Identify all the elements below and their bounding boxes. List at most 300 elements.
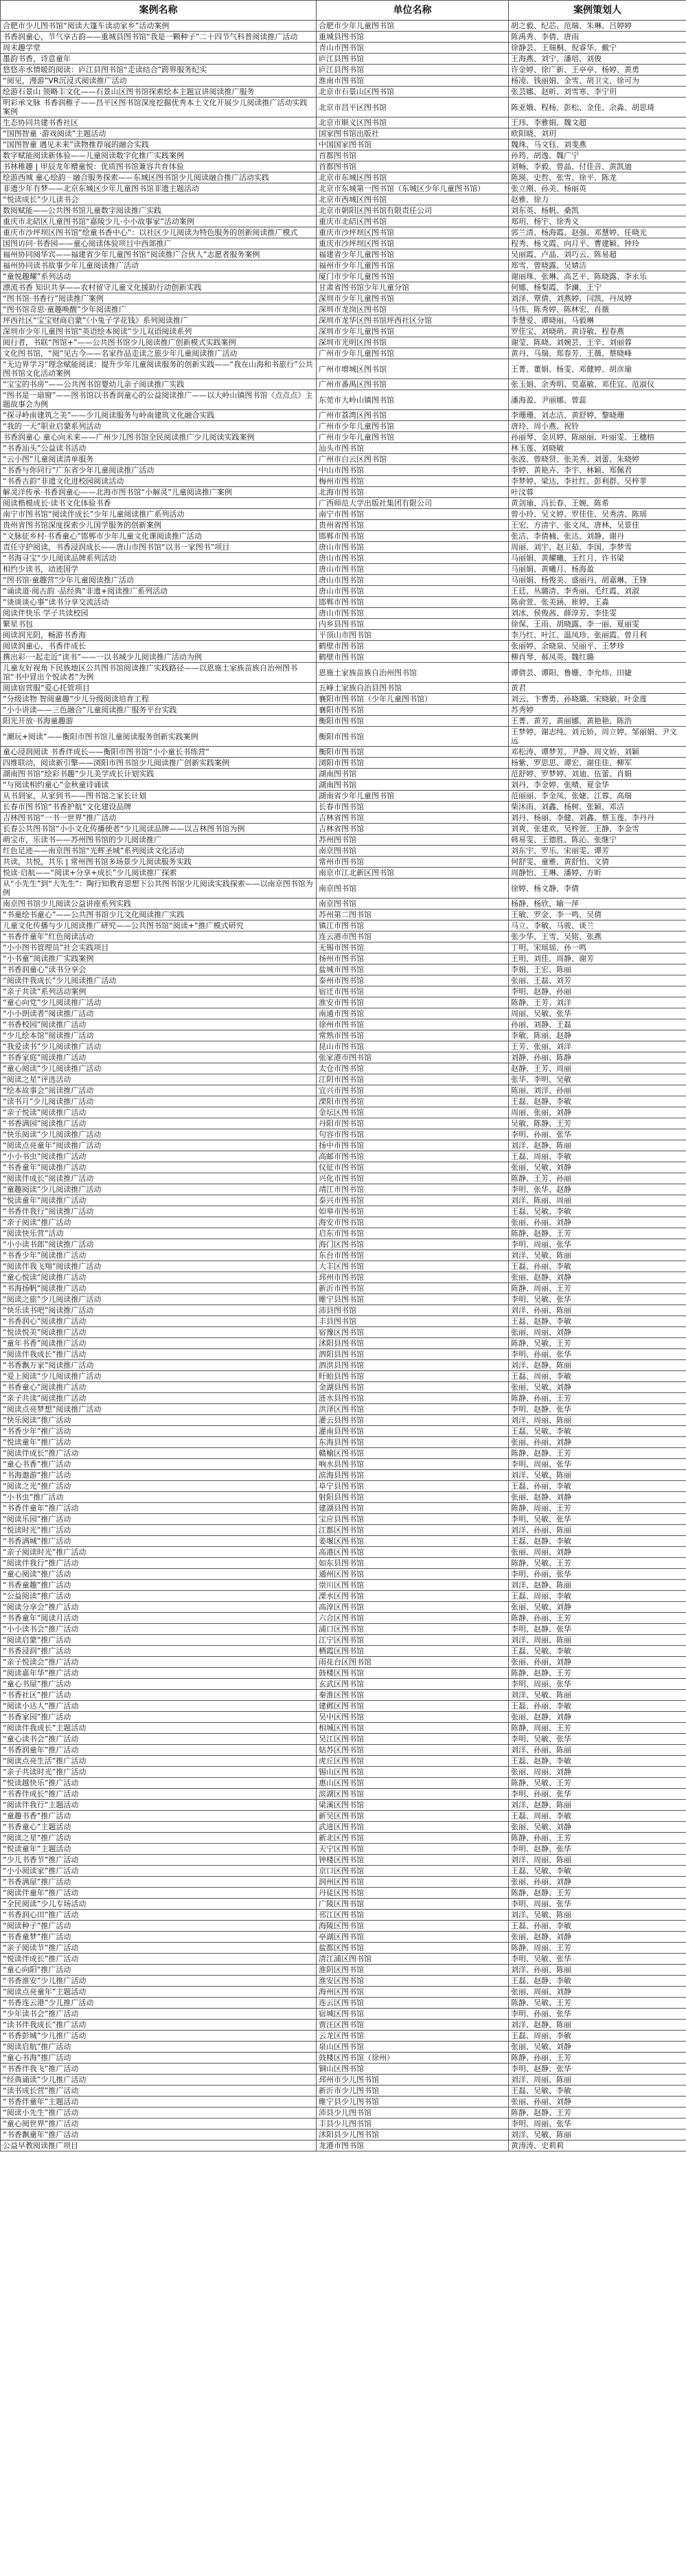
table-row [1,1162,686,1173]
planner-cell: 张丽、周丽、刘静 [509,1547,686,1558]
table-row [1,216,686,227]
planner-cell: 刘东英、杨帆、桑凯 [509,205,686,216]
table-row [1,694,686,705]
planner-cell: 王磊、吴敏、李敏 [509,1206,686,1217]
unit-name-cell: 广州市增城区图书馆 [317,359,509,379]
unit-name-cell: 深圳市光明区图书馆 [317,337,509,348]
table-row [1,465,686,476]
case-name-cell: “书香家园”推广活动 [1,1712,317,1723]
planner-cell: 刘东宇、罗乐、宋丽雯、谭芳 [509,846,686,857]
planner-cell: 张丽、周丽、刘静 [509,1767,686,1778]
unit-name-cell: 北京市朝阳区图书馆有限责任公司 [317,205,509,216]
case-name-cell: “爱上阅读”少儿阅读推广活动 [1,1371,317,1382]
planner-cell: 马立、李敏、马骏、谈兰 [509,920,686,931]
case-name-cell: “快乐阅读”少儿阅读推广活动 [1,1129,317,1140]
table-row [1,2140,686,2151]
table-row [1,1624,686,1635]
planner-cell: 张丽、王磊、刘芳 [509,975,686,986]
unit-name-cell: 鼓楼区图书馆 [317,1668,509,1679]
table-row [1,337,686,348]
planner-cell: 杨紫、罗思思、谭宏、谢佳佳、柳军 [509,758,686,769]
unit-name-cell: 北京市顺义区图书馆 [317,117,509,128]
planner-cell: 李婷、黄艳卉、李宇、林颖、郑佩君 [509,465,686,476]
case-name-cell: “书香童心”阅读推广活动 [1,1382,317,1393]
table-row [1,1470,686,1481]
table-row [1,1415,686,1426]
table-row [1,780,686,791]
case-name-cell: “书香浸润”推广活动 [1,1646,317,1657]
planner-cell: 张波、曾晓贤、张美秀、刘蕾、朱晓婷 [509,454,686,465]
case-name-cell: 明彩承文脉 书香润稚子——昌平区图书馆深度挖掘优秀本土文化开展少儿阅读推广活动实践案例 [1,98,317,117]
case-name-cell: “书香汕头”公益读书活动 [1,443,317,454]
planner-cell: 李明、赵静、张华 [509,1844,686,1855]
planner-cell: 马丽娟、黄曦月、杨海盈 [509,564,686,575]
planner-cell: 李明、孙丽、张华 [509,1129,686,1140]
planner-cell: 陈静、王芳、孙丽 [509,1173,686,1184]
unit-name-cell: 宜兴市图书馆 [317,1085,509,1096]
table-row [1,1338,686,1349]
planner-cell: 张丽、孙丽、刘静 [509,1437,686,1448]
unit-name-cell: 唐山市图书馆 [317,553,509,564]
unit-name-cell: 丹阳市图书馆 [317,1118,509,1129]
planner-cell: 陈静、吴敏、王芳 [509,1558,686,1569]
unit-name-cell: 龙港市图书馆 [317,2140,509,2151]
case-name-cell: “悦读童年”阅读推广活动 [1,1195,317,1206]
table-row [1,1591,686,1602]
unit-name-cell: 仪征市图书馆 [317,1162,509,1173]
case-name-cell: “阅读伴我行”主题活动 [1,1800,317,1811]
case-name-cell: “书香社区”推广活动 [1,1690,317,1701]
planner-cell: 张丽、赵静、刘静 [509,1712,686,1723]
planner-cell: 刘洋、周丽、陈丽 [509,2075,686,2086]
case-name-cell: 萌宝市，乐读书——苏州图书馆的少儿阅读推广 [1,835,317,846]
unit-name-cell: 大丰区图书馆 [317,1261,509,1272]
planner-cell: 王菁、董娟、杨雯、邓健婷、胡彦瑜 [509,359,686,379]
table-row [1,421,686,432]
unit-name-cell: 重城县图书馆 [317,32,509,43]
case-name-cell: 长春市图书馆“书香护航”文化建设品牌 [1,802,317,813]
table-row [1,1239,686,1250]
unit-name-cell: 丹徒区图书馆 [317,1888,509,1899]
planner-cell: 林玉莲、刘晓敏 [509,443,686,454]
table-row [1,1569,686,1580]
table-row [1,1690,686,1701]
unit-name-cell: 洪泽区图书馆 [317,1404,509,1415]
case-name-cell: 悦读·启航——“阅读+分享+成长”少儿阅读推广探索 [1,868,317,879]
case-name-cell: “亲子共读时光”推广活动 [1,1767,317,1778]
planner-cell: 王廷、丛璐清、李秀丽、毛红霞、刘淑 [509,586,686,597]
unit-name-cell: 贵州省图书馆 [317,520,509,531]
table-row [1,1283,686,1294]
planner-cell: 徐静芸、王瑞桐、倪睿华、戴宁 [509,43,686,54]
table-row [1,986,686,997]
table-row [1,1954,686,1965]
case-name-cell: “书香童趣”推广活动 [1,1580,317,1591]
unit-name-cell: 庐江县图书馆 [317,54,509,65]
case-name-cell: “快乐阅读”推广活动 [1,1415,317,1426]
planner-cell: 李明、吴敏、张华 [509,1514,686,1525]
planner-cell: 张丽、吴敏、刘静 [509,1382,686,1393]
planner-cell: 刘洋、周丽、陈丽 [509,1415,686,1426]
unit-name-cell: 汕头市图书馆 [317,443,509,454]
case-name-cell: 阅行者，书联“图馆+”——公共图书馆少儿阅读推广创新模式实践案例 [1,337,317,348]
table-row [1,857,686,868]
unit-name-cell: 邳州市图书馆 [317,1272,509,1283]
unit-name-cell: 丰县图书馆 [317,1316,509,1327]
table-row [1,1382,686,1393]
unit-name-cell: 湖南图书馆 [317,780,509,791]
table-row [1,2009,686,2020]
case-name-cell: “图书馆·童趣营”少年儿童阅读推广活动 [1,575,317,586]
case-name-cell: “书香伴童年”红色阅读活动 [1,931,317,942]
planner-cell: 赵雅、徐力 [509,194,686,205]
table-row [1,1811,686,1822]
planner-cell: 胡之毅、纪芯、范瑞、朱琳、吕婷婷 [509,21,686,32]
case-name-cell: “童心书香”推广活动 [1,1459,317,1470]
case-name-cell: 福州协同阅华宾——福建省少年儿童图书馆“阅读推广合伙人”志愿者服务案例 [1,249,317,260]
unit-name-cell: 栖霞区图书馆 [317,1646,509,1657]
case-name-cell: “书香满城”推广活动 [1,1536,317,1547]
unit-name-cell: 北京市西城区图书馆 [317,194,509,205]
case-name-cell: “阅读小达人”推广活动 [1,1701,317,1712]
case-name-cell: “书香家庭”阅读推广活动 [1,1052,317,1063]
table-row [1,1580,686,1591]
case-name-cell: “绘本故事会”阅读推广活动 [1,1085,317,1096]
table-row [1,899,686,909]
unit-name-cell: 海门区图书馆 [317,1239,509,1250]
table-row [1,1063,686,1074]
planner-cell: 陈静、周丽、王芳 [509,1943,686,1954]
planner-cell: 刘丹、李金婷、张晴、夏金华 [509,780,686,791]
planner-cell: 周丽、张丽、刘静 [509,1107,686,1118]
table-row [1,1921,686,1932]
table-row [1,1217,686,1228]
case-name-cell: 共读，共悦，共乐 | 常州图书馆多场景少儿阅读服务实践 [1,857,317,868]
table-row [1,1668,686,1679]
case-name-cell: “小小图书管理员”社会实践项目 [1,942,317,953]
case-name-cell: “国图智童 ·游戏阅读”主题活动 [1,128,317,139]
planner-cell: 李明、赵静、张华 [509,1624,686,1635]
planner-cell: 刘洋、周丽、陈丽 [509,1855,686,1866]
table-row [1,1316,686,1327]
table-row [1,1096,686,1107]
case-name-cell: “图书馆·书香行”阅读推广案例 [1,293,317,304]
case-name-cell: “阅读快乐营”活动 [1,1228,317,1239]
unit-name-cell: 盐都区图书馆 [317,1943,509,1954]
table-row [1,205,686,216]
table-row [1,282,686,293]
case-name-cell: “少儿绘本馆”阅读推广活动 [1,1030,317,1041]
unit-name-cell: 东莞市大岭山镇图书馆 [317,390,509,410]
unit-name-cell: 昆山市图书馆 [317,1041,509,1052]
table-row [1,293,686,304]
table-row [1,1118,686,1129]
unit-name-cell: 广州市荔湾区图书馆 [317,410,509,421]
planner-cell: 张丽、孙丽、刘静 [509,1657,686,1668]
planner-cell: 刘洋、吴敏、陈丽 [509,1250,686,1261]
case-name-cell: 阅读宿营服”爱心托管项目 [1,683,317,694]
planner-cell: 吴敏、陈静、王芳 [509,1118,686,1129]
unit-name-cell: 泰兴市图书馆 [317,1195,509,1206]
unit-name-cell: 如皋市图书馆 [317,1206,509,1217]
case-name-cell: “阅读启航”推广活动 [1,2042,317,2053]
table-row [1,2020,686,2031]
case-name-cell: “书香连云港”少儿推广活动 [1,1998,317,2009]
planner-cell: 陈静、吴敏、王芳 [509,1338,686,1349]
planner-cell: 马丽娟、杨俊美、盛丽丹、胡嘉琳、王锋 [509,575,686,586]
case-name-cell: “阅读点亮童年”主题活动 [1,1987,317,1998]
planner-cell: 马伟、陈秀婷、陈林宏、肖薇 [509,304,686,315]
planner-cell: 王芳、张丽、刘洋 [509,1041,686,1052]
planner-cell: 李娟、王宏、陈丽 [509,964,686,975]
planner-cell: 杨静、杨欣、喻一萍 [509,899,686,909]
unit-name-cell: 润州区图书馆 [317,1877,509,1888]
table-row [1,747,686,758]
case-name-cell: 书林稚趣 | 甲辰龙年赠童悦：优质图书馆兼容共育体验 [1,161,317,172]
table-row [1,1349,686,1360]
planner-cell: 邓松涛、谭梦芳、尹静、周文娇、刘颖 [509,747,686,758]
planner-cell: 李明、赵静、张华 [509,1404,686,1415]
planner-cell: 马丽娟、黄耀曦、王红月、许书梁 [509,553,686,564]
table-row [1,663,686,683]
table-row [1,1371,686,1382]
case-name-cell: 阳光开放·书海童趣游 [1,716,317,727]
unit-name-cell: 襄阳市图书馆 [317,705,509,716]
table-row [1,1019,686,1030]
planner-cell: 李明、赵静、张华 [509,2064,686,2075]
case-name-cell: 数字赋能阅读新体验——儿童阅读数字化推广实践案例 [1,150,317,161]
table-row [1,2042,686,2053]
case-name-cell: “探寻岭南建筑之美”——少儿阅读服务与岭南建筑文化融合实践 [1,410,317,421]
table-row [1,1250,686,1261]
case-name-cell: “云小图”儿童阅读清单服务 [1,454,317,465]
planner-cell: 刘洋、吴敏、陈丽 [509,1470,686,1481]
table-row [1,758,686,769]
unit-name-cell: 金湖县图书馆 [317,1382,509,1393]
planner-cell: 许金婷、徐广新、王亭亭、杨婷、黄勇 [509,65,686,76]
unit-name-cell: 广西师范大学出版社集团有限公司 [317,498,509,509]
planner-cell: 刘畅、李毅、曾晶、付佳音、黄凯迪 [509,161,686,172]
case-name-cell: “童心阅读”少儿阅读推广活动 [1,1063,317,1074]
planner-cell: 欧阳晓、刘玥 [509,128,686,139]
table-row [1,2053,686,2064]
unit-name-cell: 泗阳县图书馆 [317,1349,509,1360]
unit-name-cell: 福州市少年儿童图书馆 [317,260,509,271]
planner-cell: 王磊、吴敏、李敏 [509,1866,686,1877]
planner-cell: 李明、赵静、孙丽 [509,986,686,997]
case-name-cell: “书香童梦”推广活动 [1,1932,317,1943]
case-name-cell: “阅读点亮梦想”阅读推广活动 [1,1404,317,1415]
unit-name-cell: 北京市昌平区图书馆 [317,98,509,117]
unit-name-cell: 沛县少儿图书馆 [317,2108,509,2119]
table-row [1,76,686,87]
planner-cell: 孙筠、胡逸、魏广宁 [509,150,686,161]
case-name-cell: 贵州省图书馆深度探索少儿国学服务的创新案例 [1,520,317,531]
case-name-cell: “经典诵读”少儿推广活动 [1,2075,317,2086]
table-row [1,1228,686,1239]
unit-name-cell: 新北区图书馆 [317,1833,509,1844]
case-name-cell: “亲子悦读”阅读推广活动 [1,1107,317,1118]
case-name-cell: 文化图书馆，“阅”见古今——名家作品走读之旅少年儿童阅读推广活动 [1,348,317,359]
table-row [1,1646,686,1657]
planner-cell: 王海燕、刘宁、潘培、刘俊 [509,54,686,65]
case-name-cell: 童心浸润阅读 书香伴成长——衡阳市图书馆“小小童长书练营” [1,747,317,758]
unit-name-cell: 钟楼区图书馆 [317,1855,509,1866]
case-name-cell: “亲子阅读”推广活动 [1,1217,317,1228]
unit-name-cell: 广州市番禺区图书馆 [317,379,509,390]
case-name-cell: “书童绘书童心”——公共图书馆少儿文化阅读推广实践 [1,909,317,920]
case-name-cell: “文脉征乡村·书香童心”邯郸市少年儿童文化课阅读推广活动 [1,531,317,542]
planner-cell: 刘洋、赵静、陈丽 [509,2020,686,2031]
table-row [1,1129,686,1140]
table-row [1,1778,686,1789]
unit-name-cell: 沭阳县少儿图书馆 [317,2129,509,2140]
planner-cell: 陈静、周丽、王芳 [509,1503,686,1514]
planner-cell: 苏秀婷 [509,705,686,716]
unit-name-cell: 邗江区图书馆 [317,1910,509,1921]
unit-name-cell: 广州市少年儿童图书馆 [317,348,509,359]
case-name-cell: 繁星书包 [1,619,317,630]
unit-name-cell: 崇川区图书馆 [317,1580,509,1591]
case-name-cell: “书香润童年”推广活动 [1,1745,317,1756]
case-name-cell: “图书是一扇窗”——图书馆以书香润童心的公益阅读推广——以大岭山镇图书馆《点点点》主题故事会为例 [1,390,317,410]
table-row [1,1822,686,1833]
case-name-cell: 吉林图书馆“一书一世界”推广活动 [1,813,317,824]
table-row [1,531,686,542]
table-row [1,32,686,43]
table-row [1,1085,686,1096]
case-name-cell: 周末趣学堂 [1,43,317,54]
planner-cell: 张丽、吴敏、刘静 [509,1602,686,1613]
table-row [1,1492,686,1503]
unit-name-cell: 吴中区图书馆 [317,1712,509,1723]
case-name-cell: 南宁市图书馆“阅读伴成长”少年儿童阅读推广系列活动 [1,509,317,520]
table-row [1,1877,686,1888]
unit-name-cell: 甘肃省图书馆少年儿童分馆 [317,282,509,293]
planner-cell: 王磊、赵静、李敏 [509,1096,686,1107]
case-name-cell: “书海扬帆”阅读推广活动 [1,1283,317,1294]
unit-name-cell: 唐山市图书馆 [317,608,509,619]
planner-cell: 陈静、赵静、王芳 [509,2108,686,2119]
unit-name-cell: 厦门市少年儿童图书馆 [317,271,509,282]
case-name-cell: “读书成长营”推广活动 [1,2086,317,2097]
unit-name-cell: 通州区图书馆 [317,1569,509,1580]
planner-cell: 王玮、李雅娟、魏文超 [509,117,686,128]
case-name-cell: 生态协同共建书香社区 [1,117,317,128]
table-row [1,1547,686,1558]
unit-name-cell: 虎丘区图书馆 [317,1756,509,1767]
table-row [1,432,686,443]
planner-cell: 陈瑛、史哲、张雪、徐平、陈龙 [509,172,686,183]
case-name-cell: “书香满园”阅读推广活动 [1,1118,317,1129]
unit-name-cell: 淮安区图书馆 [317,1976,509,1987]
table-row [1,54,686,65]
unit-name-cell: 天宁区图书馆 [317,1844,509,1855]
table-row [1,2031,686,2042]
unit-name-cell: 溧水区图书馆 [317,1591,509,1602]
unit-name-cell: 亭湖区图书馆 [317,1932,509,1943]
table-row [1,1305,686,1316]
planner-cell: 范舒婷、罗梦婷、刘迪、伍蕾、肖娟 [509,769,686,780]
case-name-cell: “阅读点亮童年”阅读推广活动 [1,1140,317,1151]
unit-name-cell: 建湖县图书馆 [317,1503,509,1514]
table-row [1,964,686,975]
unit-name-cell: 铜山区图书馆 [317,2064,509,2075]
planner-cell: 唐玲、周小燕、祝铃 [509,421,686,432]
table-row [1,1437,686,1448]
unit-name-cell: 福建省少年儿童图书馆 [317,249,509,260]
planner-cell: 柴沐雨、刘鑫、杨树、张颖、邓洁 [509,802,686,813]
unit-name-cell: 睢宁县图书馆 [317,1294,509,1305]
case-name-cell: “悦读伴成长”推广活动 [1,1954,317,1965]
unit-name-cell: 睢宁县少儿图书馆 [317,2097,509,2108]
planner-cell: 王宏、方清宇、张文凤、唐林、吴景佳 [509,520,686,531]
planner-cell: 王磊、赵静、李敏 [509,1316,686,1327]
planner-cell: 陈禹秀、李倩、唐雨 [509,32,686,43]
unit-name-cell: 唐山市图书馆 [317,586,509,597]
planner-cell: 刘洋、赵静、陈丽 [509,1580,686,1591]
planner-cell: 刘冰、侯俊茜、薛淳芳、李佳雯 [509,608,686,619]
unit-name-cell: 涟水县图书馆 [317,1393,509,1404]
table-row [1,238,686,249]
unit-name-cell: 苏州第二图书馆 [317,909,509,920]
case-name-cell: “书香润童心”读书分享会 [1,964,317,975]
table-row [1,1998,686,2009]
planner-cell: 王磊、吴敏、李敏 [509,2086,686,2097]
unit-name-cell: 扬中市图书馆 [317,1140,509,1151]
case-name-cell: 相约少读书，动迹国学 [1,564,317,575]
table-row [1,150,686,161]
unit-name-cell: 苏州图书馆 [317,835,509,846]
table-row [1,575,686,586]
planner-cell: 陈丽、刘洋、孙丽 [509,1085,686,1096]
table-row [1,260,686,271]
table-row [1,1701,686,1712]
unit-name-cell: 襄阳市图书馆（少年儿童图书馆） [317,694,509,705]
table-row [1,271,686,282]
case-name-cell: “阅读之旅”少儿阅读推广活动 [1,1294,317,1305]
table-row [1,975,686,986]
planner-cell: 徐婷、杨文静、李倩 [509,879,686,899]
unit-name-cell: 海州区图书馆 [317,1987,509,1998]
case-name-cell: “阅读之星”评选活动 [1,1074,317,1085]
unit-name-cell: 张家港市图书馆 [317,1052,509,1063]
planner-cell: 王磊、孙丽、李敏 [509,1481,686,1492]
planner-cell: 李敏、陈丽、赵静 [509,1030,686,1041]
unit-name-cell: 南通市图书馆 [317,1008,509,1019]
table-row [1,476,686,487]
unit-name-cell: 盐城市图书馆 [317,964,509,975]
planner-cell: 吴丽霞、卢晶、刘巧云、陈易超 [509,249,686,260]
table-row [1,227,686,238]
case-name-cell: 长春公共图书馆“小小文化传播使者”少儿阅读品牌——以吉林图书馆为例 [1,824,317,835]
case-name-cell: “童心读书会”推广活动 [1,1734,317,1745]
unit-name-cell: 响水县图书馆 [317,1459,509,1470]
case-name-cell: “阅读伴成长”推广活动 [1,1448,317,1459]
unit-name-cell: 五峰土家族自治县图书馆 [317,683,509,694]
unit-name-cell: 扬州市图书馆 [317,953,509,964]
planner-cell: 张丽婷、余晓泉、吴丽平、王梦珍 [509,641,686,652]
unit-name-cell: 沭阳县图书馆 [317,1338,509,1349]
case-name-cell: “书香满屋”推广活动 [1,1877,317,1888]
case-name-cell: “小小朗读者”阅读推广活动 [1,1008,317,1019]
unit-name-cell: 泉山区图书馆 [317,2042,509,2053]
table-row [1,359,686,379]
case-name-cell: “书香与你同行”广东省少年儿童阅读推广活动 [1,465,317,476]
case-name-cell: “全民阅读”少儿专场活动 [1,1899,317,1910]
planner-cell: 李明、孙丽、张华 [509,1569,686,1580]
table-row [1,1855,686,1866]
